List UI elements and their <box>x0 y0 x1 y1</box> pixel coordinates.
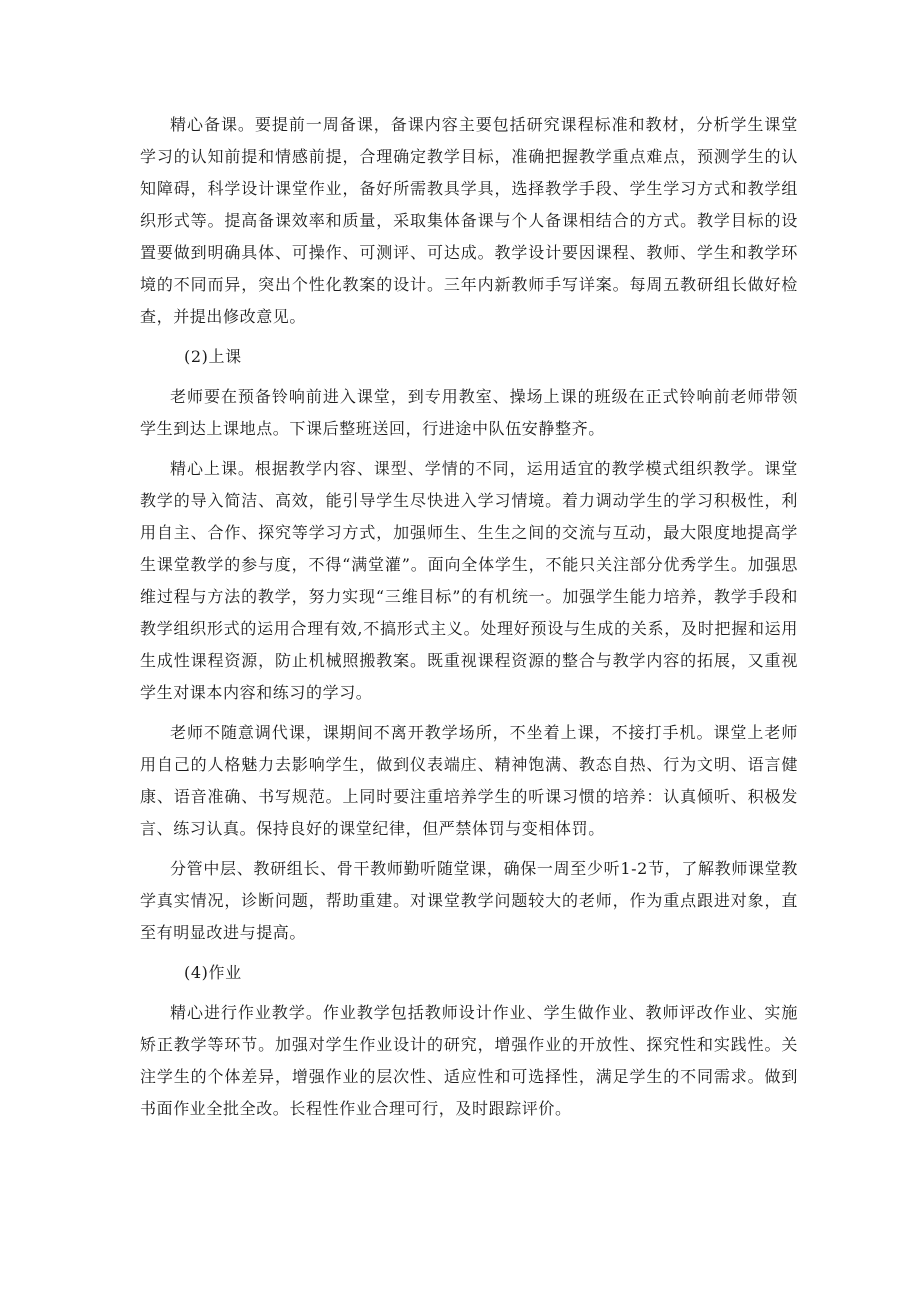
paragraph-class-arrival: 老师要在预备铃响前进入课堂，到专用教室、操场上课的班级在正式铃响前老师带领学生到达上课地点。下课后整班送回，行进途中队伍安静整齐。 <box>140 387 798 438</box>
section-heading-class: (2)上课 <box>184 347 242 366</box>
paragraph-lesson-preparation: 精心备课。要提前一周备课，备课内容主要包括研究课程标准和教材，分析学生课堂学习的认知前提和情感前提，合理确定教学目标，准确把握教学重点难点，预测学生的认知障碍，科学设计课堂作业，备好所需教具学具，选择教学手段、学生学习方式和教学组织形式等。提高备课效率和质量，采取集体备课与个人备课相结合的方式。教学目标的设置要做到明确具体、可操作、可测评、可达成。教学设计要因课程、教师、学生和教学环境的不同而异，突出个性化教案的设计。三年内新教师手写详案。每周五教研组长做好检查，并提出修改意见。 <box>140 115 798 326</box>
paragraph-careful-teaching: 精心上课。根据教学内容、课型、学情的不同，运用适宜的教学模式组织教学。课堂教学的导入简洁、高效，能引导学生尽快进入学习情境。着力调动学生的学习积极性，利用自主、合作、探究等学习方式，加强师生、生生之间的交流与互动，最大限度地提高学生课堂教学的参与度，不得“满堂灌”。面向全体学生，不能只关注部分优秀学生。加强思维过程与方法的教学，努力实现“三维目标”的有机统一。加强学生能力培养，教学手段和教学组织形式的运用合理有效,不搞形式主义。处理好预设与生成的关系，及时把握和运用生成性课程资源，防止机械照搬教案。既重视课程资源的整合与教学内容的拓展，又重视学生对课本内容和练习的学习。 <box>140 459 798 702</box>
document-body <box>140 109 798 1133</box>
paragraph-homework-teaching: 精心进行作业教学。作业教学包括教师设计作业、学生做作业、教师评改作业、实施矫正教学等环节。加强对学生作业设计的研究，增强作业的开放性、探究性和实践性。关注学生的个体差异，增强作业的层次性、适应性和可选择性，满足学生的不同需求。做到书面作业全批全改。长程性作业合理可行，及时跟踪评价。 <box>140 1003 798 1118</box>
paragraph-teacher-conduct: 老师不随意调代课，课期间不离开教学场所，不坐着上课，不接打手机。课堂上老师用自己的人格魅力去影响学生，做到仪表端庄、精神饱满、教态自热、行为文明、语言健康、语音准确、书写规范。上同时要注重培养学生的听课习惯的培养：认真倾听、积极发言、练习认真。保持良好的课堂纪律，但严禁体罚与变相体罚。 <box>140 723 798 838</box>
paragraph-class-observation: 分管中层、教研组长、骨干教师勤听随堂课，确保一周至少听1-2节，了解教师课堂教学真实情况，诊断问题，帮助重建。对课堂教学问题较大的老师，作为重点跟进对象，直至有明显改进与提高。 <box>140 859 798 942</box>
section-heading-homework: (4)作业 <box>184 963 242 982</box>
